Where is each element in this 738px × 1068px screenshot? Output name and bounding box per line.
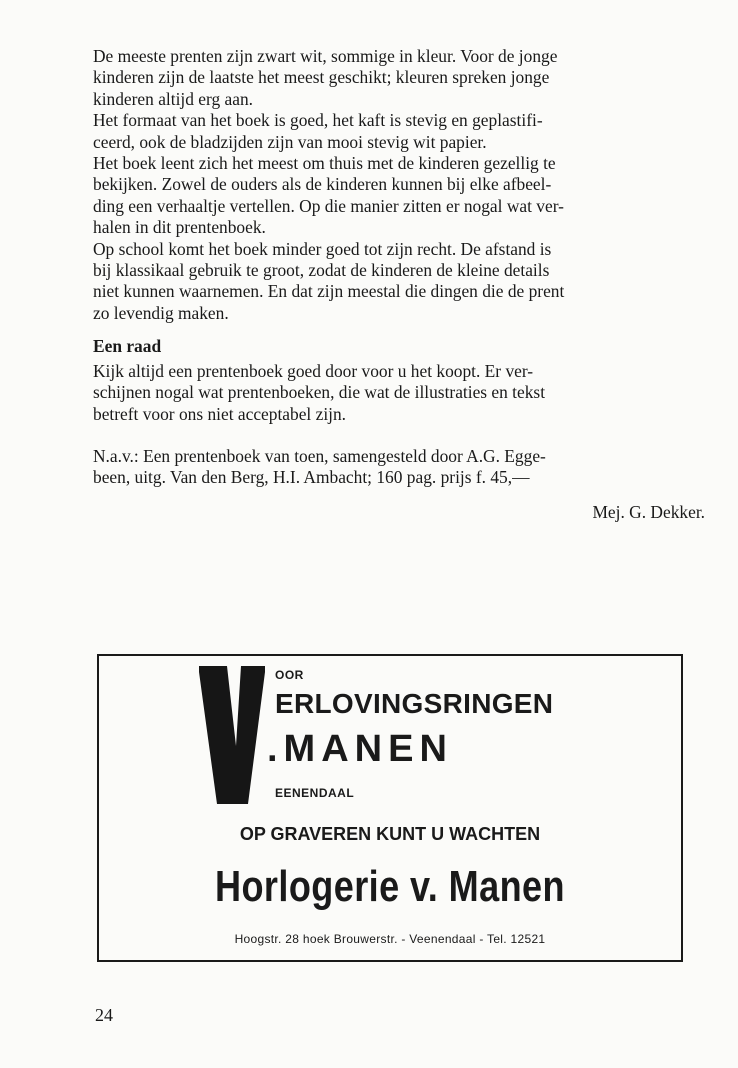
text-line: bekijken. Zowel de ouders als de kinderen kunnen bij elke afbeel-	[93, 174, 552, 195]
text-line: Op school komt het boek minder goed tot zijn recht. De afstand is	[93, 238, 552, 259]
ad-address: Hoogstr. 28 hoek Brouwerstr. - Veenendaal - Tel. 12521	[234, 932, 546, 946]
text-line: ding een verhaaltje vertellen. Op die manier zitten er nogal wat ver-	[93, 195, 564, 216]
text-line: kinderen zijn de laatste het meest geschikt; kleuren spreken jonge	[93, 67, 550, 88]
text-line: Kijk altijd een prentenboek goed door voor u het koopt. Er ver-	[93, 360, 534, 381]
ad-line-manen: .MANEN	[267, 728, 453, 770]
ad-line-veenendaal: EENENDAAL	[275, 786, 355, 800]
text-line: niet kunnen waarnemen. En dat zijn meestal die dingen die de prent	[93, 281, 565, 302]
ad-shop-name: Horlogerie v. Manen	[215, 862, 565, 911]
author-signature: Mej. G. Dekker.	[592, 501, 705, 522]
ad-slogan: OP GRAVEREN KUNT U WACHTEN	[239, 824, 541, 844]
article-text	[93, 46, 705, 523]
reference-line: been, uitg. Van den Berg, H.I. Ambacht; 160 pag. prijs f. 45,—	[93, 467, 530, 488]
text-line: zo levendig maken.	[93, 302, 229, 323]
text-line: betreft voor ons niet acceptabel zijn.	[93, 403, 347, 424]
text-line: kinderen altijd erg aan.	[93, 88, 253, 109]
text-line: schijnen nogal wat prentenboeken, die wat de illustraties en tekst	[93, 382, 546, 403]
advertisement-box	[97, 654, 683, 962]
large-v-initial	[199, 664, 265, 804]
text-line: halen in dit prentenboek.	[93, 217, 266, 238]
text-line: bij klassikaal gebruik te groot, zodat de kinderen de kleine details	[93, 260, 550, 281]
text-line: Het formaat van het boek is goed, het kaft is stevig en geplastifi-	[93, 110, 543, 131]
text-line: De meeste prenten zijn zwart wit, sommige in kleur. Voor de jonge	[93, 46, 558, 66]
section-heading: Een raad	[93, 336, 162, 357]
reference-line: N.a.v.: Een prentenboek van toen, samengesteld door A.G. Egge-	[93, 445, 546, 466]
ad-line-verlovingsringen: ERLOVINGSRINGEN	[275, 688, 554, 719]
page-number: 24	[95, 1005, 113, 1025]
text-line: Het boek leent zich het meest om thuis met de kinderen gezellig te	[93, 153, 556, 174]
ad-line-voor: OOR	[275, 668, 304, 682]
text-line: ceerd, ook de bladzijden zijn van mooi stevig wit papier.	[93, 131, 487, 152]
